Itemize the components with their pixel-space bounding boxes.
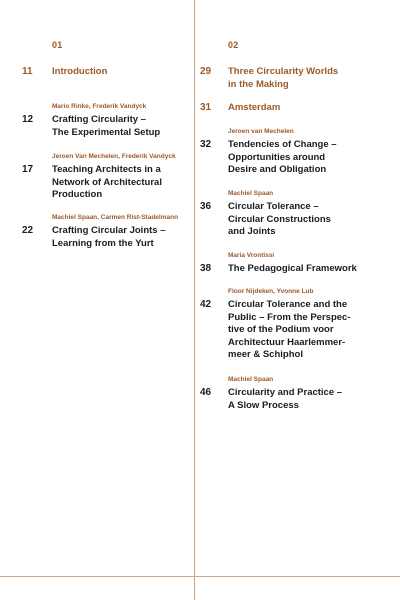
page-number: 11 <box>22 66 33 77</box>
entry-author: Machiel Spaan <box>228 190 274 197</box>
title-line: Amsterdam <box>228 102 281 113</box>
entry-title <box>228 263 368 276</box>
entry-title <box>228 102 368 115</box>
entry-author: Floor Nijdeken, Yvonne Lub <box>228 288 314 295</box>
entry-title <box>228 299 368 362</box>
bottom-rule <box>0 576 400 577</box>
entry-title <box>228 66 368 91</box>
part-number: 01 <box>52 40 63 50</box>
entry-title <box>52 66 187 79</box>
page-number: 36 <box>200 201 212 212</box>
title-line: Desire and Obligation <box>228 164 327 175</box>
entry-author: Maria Vrontissi <box>228 252 275 259</box>
page-number: 38 <box>200 263 212 274</box>
page-number: 12 <box>22 114 34 125</box>
title-line: Learning from the Yurt <box>52 237 154 249</box>
title-line: Circularity and Practice – <box>228 387 343 398</box>
title-line: Opportunities around <box>228 151 326 163</box>
title-line: Architectuur Haarlemmer- <box>228 336 346 348</box>
page-number: 46 <box>200 387 212 398</box>
title-line: Network of Architectural <box>52 176 162 188</box>
entry-author: Jeroen van Mechelen <box>228 128 294 135</box>
entry-title <box>52 225 187 250</box>
title-line: Crafting Circularity – <box>52 114 146 125</box>
page-number: 17 <box>22 164 34 175</box>
title-line: Tendencies of Change – <box>228 139 337 150</box>
entry-author: Jeroen Van Mechelen, Frederik Vandyck <box>52 153 176 160</box>
entry-title <box>228 387 368 412</box>
title-line: Introduction <box>52 66 108 77</box>
entry-title <box>52 164 187 202</box>
title-line: Circular Tolerance and the <box>228 299 348 310</box>
title-line: Circular Tolerance – <box>228 201 319 212</box>
entry-title <box>228 139 368 177</box>
column-divider <box>194 0 195 600</box>
page-number: 29 <box>200 66 212 77</box>
page-number: 22 <box>22 225 34 236</box>
title-line: Circular Constructions <box>228 213 331 225</box>
title-line: Teaching Architects in a <box>52 164 161 175</box>
title-line: The Pedagogical Framework <box>228 263 357 274</box>
title-line: Public – From the Perspec- <box>228 311 351 323</box>
title-line: Production <box>52 189 103 200</box>
title-line: in the Making <box>228 78 289 90</box>
title-line: meer & Schiphol <box>228 349 303 360</box>
title-line: The Experimental Setup <box>52 126 161 138</box>
entry-author: Machiel Spaan <box>228 376 274 383</box>
title-line: A Slow Process <box>228 399 299 411</box>
title-line: and Joints <box>228 226 276 237</box>
entry-title <box>228 201 368 239</box>
page-number: 31 <box>200 102 212 113</box>
title-line: Three Circularity Worlds <box>228 66 339 77</box>
title-line: Crafting Circular Joints – <box>52 225 166 236</box>
entry-author: Machiel Spaan, Carmen Rist-Stadelmann <box>52 214 179 221</box>
entry-author: Mario Rinke, Frederik Vandyck <box>52 103 147 110</box>
entry-title <box>52 114 187 139</box>
page-number: 42 <box>200 299 212 310</box>
part-number: 02 <box>228 40 239 50</box>
title-line: tive of the Podium voor <box>228 324 334 335</box>
page-number: 32 <box>200 139 212 150</box>
